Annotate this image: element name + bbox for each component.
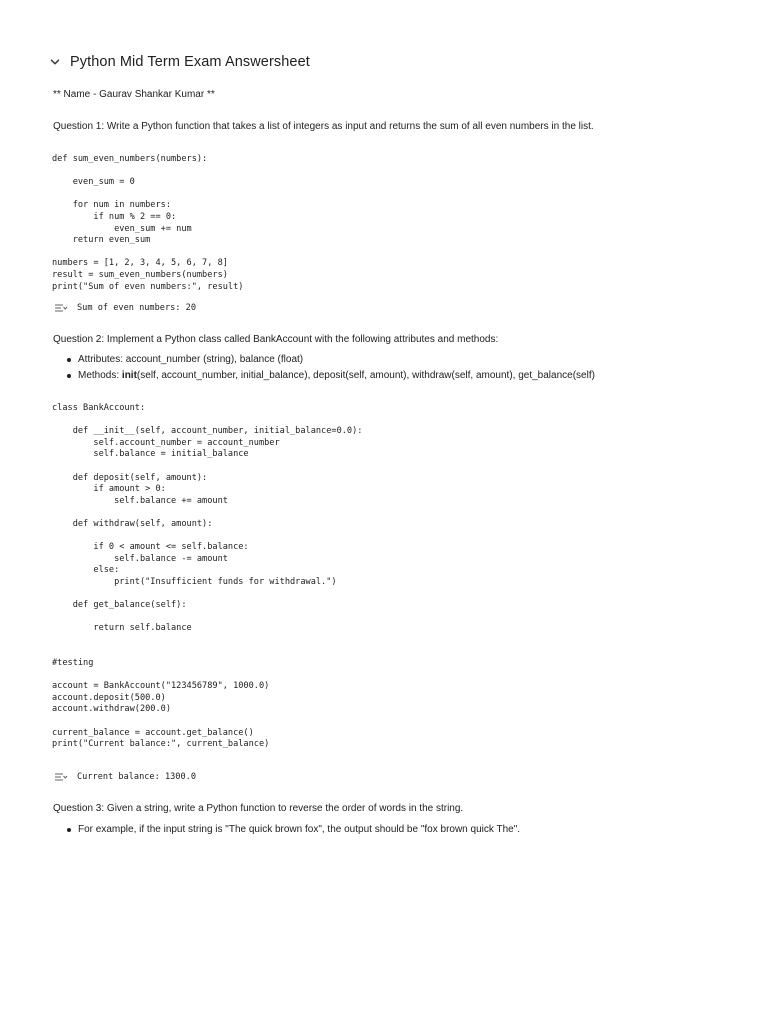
output-text-question-2: Current balance: 1300.0 <box>77 772 196 782</box>
question-3-text: Question 3: Given a string, write a Python function to reverse the order of words in the string. <box>53 803 464 814</box>
page-title: Python Mid Term Exam Answersheet <box>70 54 310 70</box>
output-cell-question-1 <box>54 302 196 314</box>
question-2-bullet-list <box>78 352 595 384</box>
code-cell-question-2[interactable]: class BankAccount: def __init__(self, account_number, initial_balance=0.0): self.account_number = account_number self.balance = initial_balance def deposit(self, amount): if amount > 0: self.balance += amount def withdraw(self, amount): if 0 < amount <= self.balance: self.balance -= amount else: print("Insufficient funds for withdrawal.") def get_balance(self): return self.balance #testing account = BankAccount("123456789", 1000.0) account.deposit(500.0) account.withdraw(200.0) current_balance = account.get_balance() print("Current balance:", current_balance) <box>52 403 363 750</box>
list-item <box>78 822 520 838</box>
section-header[interactable] <box>48 52 310 72</box>
output-toggle-icon[interactable] <box>54 303 68 313</box>
bullet-methods-bold: init <box>121 370 137 381</box>
bullet-example: For example, if the input string is "The quick brown fox", the output should be "fox brown quick The". <box>78 824 521 835</box>
bullet-methods-prefix: Methods: <box>78 370 122 381</box>
code-cell-question-1[interactable]: def sum_even_numbers(numbers): even_sum = 0 for num in numbers: if num % 2 == 0: even_sum += num return even_sum numbers = [1, 2, 3, 4, 5, 6, 7, 8] result = sum_even_numbers(numbers) print("Sum of even numbers:", result) <box>52 154 244 292</box>
output-text-question-1: Sum of even numbers: 20 <box>77 303 196 313</box>
question-2-text: Question 2: Implement a Python class called BankAccount with the following attributes and methods: <box>53 334 499 345</box>
chevron-down-icon[interactable] <box>48 55 62 69</box>
student-name: ** Name - Gaurav Shankar Kumar ** <box>53 89 215 100</box>
list-item <box>78 368 595 384</box>
output-toggle-icon[interactable] <box>54 772 68 782</box>
list-item <box>78 352 595 368</box>
output-cell-question-2 <box>54 771 196 783</box>
question-1-text: Question 1: Write a Python function that takes a list of integers as input and returns the sum of all even numbers in the list. <box>53 121 594 132</box>
question-3-bullet-list <box>78 822 520 838</box>
bullet-attributes: Attributes: account_number (string), balance (float) <box>78 354 304 365</box>
bullet-methods-rest: (self, account_number, initial_balance), deposit(self, amount), withdraw(self, amount), get_balance(self) <box>136 370 595 381</box>
